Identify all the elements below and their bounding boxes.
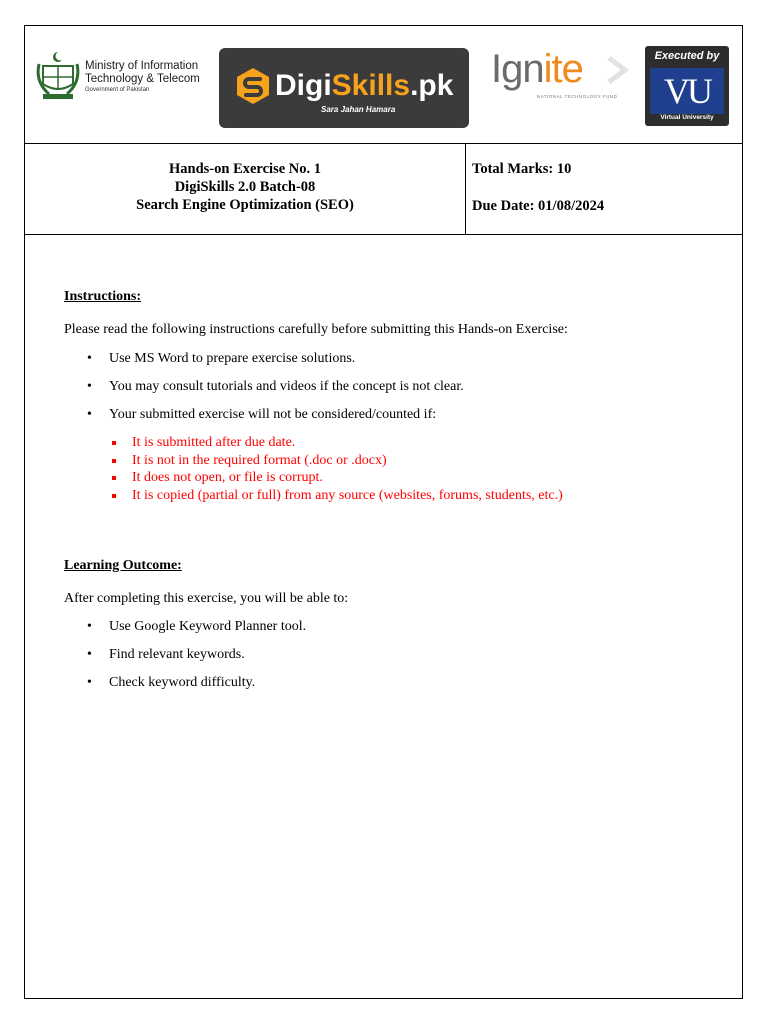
document-page [24, 25, 743, 999]
learning-outcome-heading: Learning Outcome: [64, 558, 182, 573]
digiskills-suffix: .pk [410, 69, 454, 102]
ministry-government-label: Government of Pakistan [85, 87, 150, 93]
list-item: • Use Google Keyword Planner tool. [64, 618, 734, 636]
ignite-prefix: Ign [491, 47, 544, 91]
condition-item: It is copied (partial or full) from any source (websites, forums, students, etc.) [64, 487, 734, 505]
condition-item: It is not in the required format (.doc or .docx) [64, 452, 734, 470]
exercise-title: Hands-on Exercise No. 1 [169, 161, 321, 177]
ignite-accent: ite [543, 47, 583, 91]
digiskills-tagline: Sara Jahan Hamara [321, 105, 396, 114]
info-divider [465, 144, 466, 234]
executed-by-label: Executed by [654, 50, 720, 62]
learning-outcome-list [64, 618, 734, 692]
instructions-list [64, 350, 734, 424]
marks-due-block [472, 160, 604, 215]
instructions-intro: Please read the following instructions carefully before submitting this Hands-on Exercise: [64, 322, 568, 337]
ignite-wordmark [491, 46, 583, 92]
digiskills-prefix: Digi [275, 69, 332, 102]
vu-name: Virtual University [660, 114, 714, 121]
digiskills-wordmark [275, 68, 453, 104]
list-item: • Use MS Word to prepare exercise solutions. [64, 350, 734, 368]
ministry-name-line2: Technology & Telecom [85, 73, 200, 85]
list-item: • Your submitted exercise will not be considered/counted if: [64, 406, 734, 424]
chevron-right-icon [607, 56, 629, 84]
digiskills-logo [219, 48, 469, 128]
digiskills-s-icon [233, 66, 273, 106]
learning-outcome-intro: After completing this exercise, you will be able to: [64, 591, 349, 606]
pakistan-emblem-icon [35, 50, 81, 102]
exercise-title-block [25, 160, 465, 214]
logo-banner [25, 26, 742, 144]
total-marks: Total Marks: 10 [472, 161, 572, 177]
list-item: • Find relevant keywords. [64, 646, 734, 664]
course-name: Search Engine Optimization (SEO) [136, 197, 354, 213]
document-body [64, 288, 734, 692]
vu-logo [645, 46, 729, 126]
digiskills-accent: Skills [331, 69, 411, 102]
ignite-subtitle: NATIONAL TECHNOLOGY FUND [537, 94, 618, 99]
vu-monogram: VU [664, 71, 710, 111]
condition-item: It does not open, or file is corrupt. [64, 469, 734, 487]
list-item: • You may consult tutorials and videos if the concept is not clear. [64, 378, 734, 396]
instructions-heading: Instructions: [64, 289, 142, 304]
ministry-logo [35, 50, 215, 102]
exercise-info-header [25, 144, 742, 235]
batch-label: DigiSkills 2.0 Batch-08 [174, 179, 316, 195]
ministry-name-line1: Ministry of Information [85, 60, 199, 72]
disqualification-conditions [64, 434, 734, 504]
vu-monogram-box [650, 68, 724, 114]
list-item: • Check keyword difficulty. [64, 674, 734, 692]
condition-item: It is submitted after due date. [64, 434, 734, 452]
ignite-logo [491, 46, 631, 102]
due-date: Due Date: 01/08/2024 [472, 198, 605, 214]
